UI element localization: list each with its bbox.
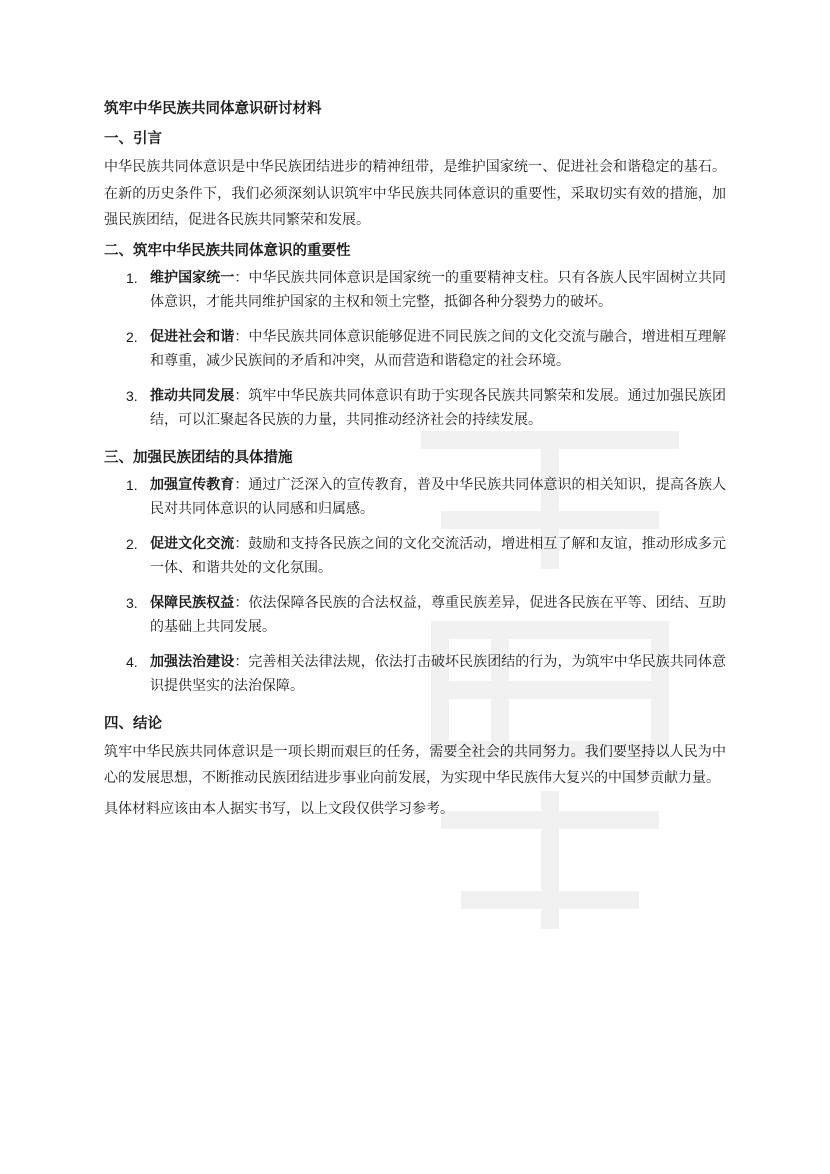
- section-introduction: [104, 126, 726, 234]
- section-paragraph: 筑牢中华民族共同体意识是一项长期而艰巨的任务，需要全社会的共同努力。我们要坚持以人民为中心的发展思想，不断推动民族团结进步事业向前发展，为实现中华民族伟大复兴的中国梦贡献力量。: [104, 743, 726, 786]
- item-text: ：中华民族共同体意识是国家统一的重要精神支柱。只有各族人民牢固树立共同体意识，才能共同维护国家的主权和领土完整，抵御各种分裂势力的破坏。: [150, 269, 727, 310]
- section-importance: [104, 238, 726, 433]
- item-text: ：筑牢中华民族共同体意识有助于实现各民族共同繁荣和发展。通过加强民族团结，可以汇聚起各民族的力量，共同推动经济社会的持续发展。: [150, 387, 727, 428]
- list-item: [104, 591, 726, 640]
- section-conclusion: [104, 711, 726, 823]
- item-number: 3.: [126, 594, 138, 611]
- item-text: ：中华民族共同体意识能够促进不同民族之间的文化交流与融合，增进相互理解和尊重，减少民族间的矛盾和冲突，从而营造和谐稳定的社会环境。: [150, 328, 727, 369]
- item-label: 保障民族权益: [150, 594, 235, 611]
- section-heading: 三、加强民族团结的具体措施: [104, 449, 293, 466]
- item-text: ：依法保障各民族的合法权益，尊重民族差异，促进各民族在平等、团结、互助的基础上共同发展。: [150, 594, 727, 635]
- document-page: [104, 96, 726, 826]
- item-label: 维护国家统一: [150, 269, 235, 286]
- item-number: 1.: [126, 269, 138, 286]
- measures-list: [104, 473, 726, 699]
- item-label: 加强法治建设: [150, 653, 235, 670]
- list-item: [104, 384, 726, 433]
- item-text: ：鼓励和支持各民族之间的文化交流活动，增进相互了解和友谊，推动形成多元一体、和谐共处的文化氛围。: [150, 535, 727, 576]
- list-item: [104, 473, 726, 522]
- item-label: 推动共同发展: [150, 387, 235, 404]
- list-item: [104, 650, 726, 699]
- section-heading: 一、引言: [104, 131, 162, 147]
- section-heading: 四、结论: [104, 715, 162, 732]
- item-label: 加强宣传教育: [150, 476, 235, 493]
- section-paragraph: 中华民族共同体意识是中华民族团结进步的精神纽带，是维护国家统一、促进社会和谐稳定的基石。在新的历史条件下，我们必须深刻认识筑牢中华民族共同体意识的重要性，采取切实有效的措施，加强民族团结，促进各民族共同繁荣和发展。: [104, 159, 726, 228]
- item-label: 促进文化交流: [150, 535, 235, 552]
- reference-note: 具体材料应该由本人据实书写，以上文段仅供学习参考。: [104, 800, 454, 817]
- item-number: 1.: [126, 476, 138, 493]
- section-heading: 二、筑牢中华民族共同体意识的重要性: [104, 242, 351, 259]
- section-measures: [104, 445, 726, 699]
- document-title: 筑牢中华民族共同体意识研讨材料: [104, 101, 322, 117]
- item-label: 促进社会和谐: [150, 328, 235, 345]
- item-number: 4.: [126, 653, 138, 670]
- item-number: 2.: [126, 328, 138, 345]
- list-item: [104, 325, 726, 374]
- item-text: ：通过广泛深入的宣传教育，普及中华民族共同体意识的相关知识，提高各族人民对共同体意识的认同感和归属感。: [150, 476, 727, 517]
- item-text: ：完善相关法律法规，依法打击破坏民族团结的行为，为筑牢中华民族共同体意识提供坚实的法治保障。: [150, 653, 727, 694]
- list-item: [104, 266, 726, 315]
- item-number: 2.: [126, 535, 138, 552]
- importance-list: [104, 266, 726, 433]
- item-number: 3.: [126, 387, 138, 404]
- list-item: [104, 532, 726, 581]
